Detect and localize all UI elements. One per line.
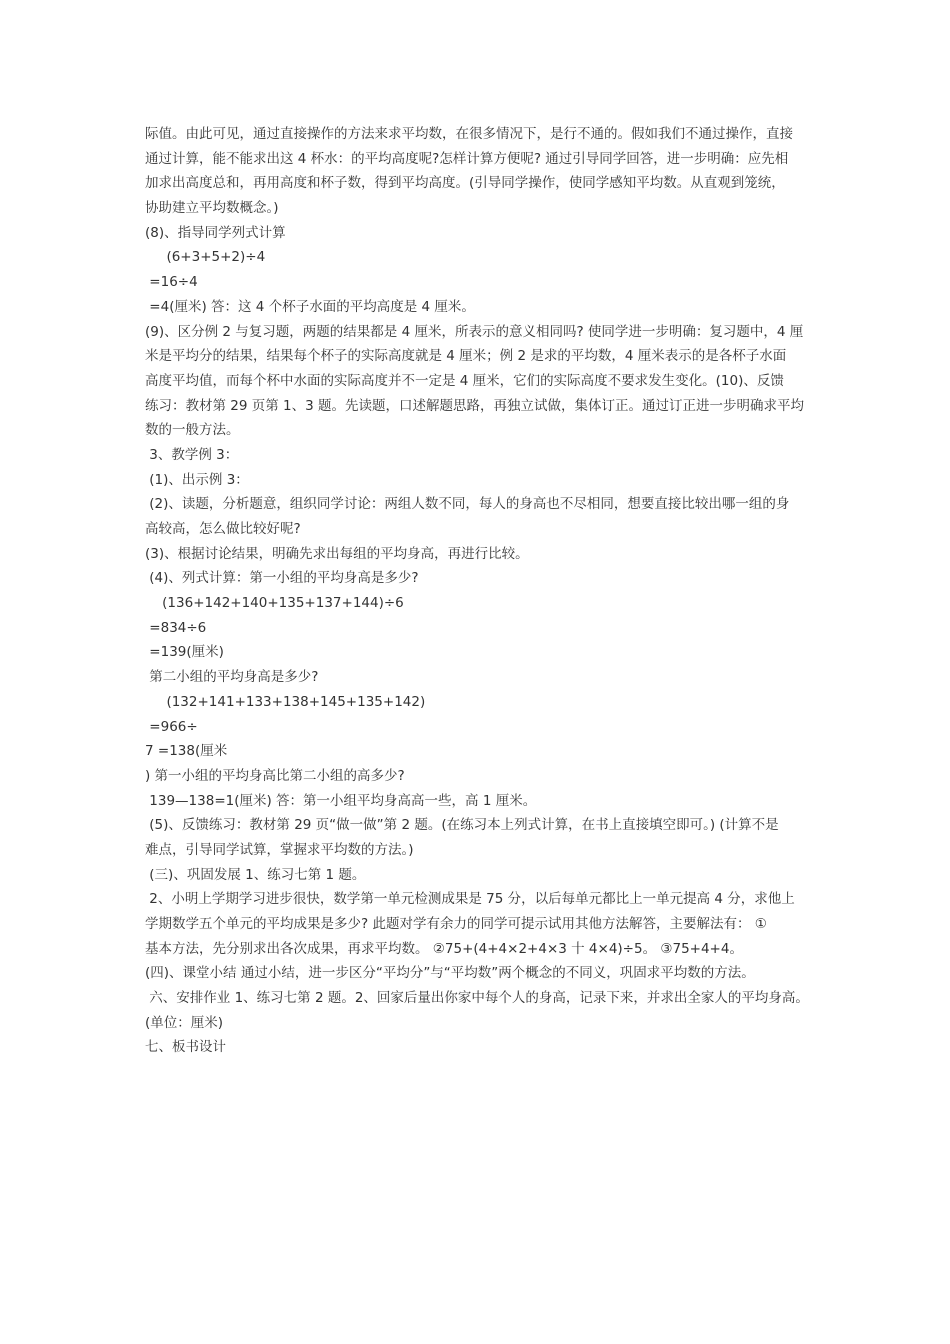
section-heading: 六、安排作业 1、练习七第 2 题。2、回家后量出你家中每个人的身高，记录下来，并求出全家人的平均身高。 xyxy=(145,990,809,1007)
section-heading: (8)、指导同学列式计算 xyxy=(145,224,286,241)
text-line: 米是平均分的结果，结果每个杯子的实际高度就是 4 厘米；例 2 是求的平均数，4 厘米表示的是各杯子水面 xyxy=(145,348,787,365)
answer-line: =4(厘米) 答：这 4 个杯子水面的平均高度是 4 厘米。 xyxy=(145,298,475,315)
text-line: 加求出高度总和，再用高度和杯子数，得到平均高度。(引导同学操作，使同学感知平均数。从直观到笼统， xyxy=(145,175,785,192)
section-heading: 七、板书设计 xyxy=(145,1039,226,1056)
formula-line: (136+142+140+135+137+144)÷6 xyxy=(145,595,404,612)
formula-line: =16÷4 xyxy=(145,274,198,291)
document-body xyxy=(145,122,825,1060)
section-heading: 3、教学例 3： xyxy=(145,446,239,463)
text-line: 数的一般方法。 xyxy=(145,422,240,439)
text-line: 第二小组的平均身高是多少? xyxy=(145,669,319,686)
text-line: 练习：教材第 29 页第 1、3 题。先读题，口述解题思路，再独立试做，集体订正。通过订正进一步明确求平均 xyxy=(145,397,805,414)
section-heading: (三)、巩固发展 1、练习七第 1 题。 xyxy=(145,866,366,883)
text-line: 2、小明上学期学习进步很快，数学第一单元检测成果是 75 分，以后每单元都比上一单元提高 4 分，求他上 xyxy=(145,891,795,908)
answer-line: 139—138=1(厘米) 答：第一小组平均身高高一些，高 1 厘米。 xyxy=(145,792,537,809)
text-line: (单位：厘米) xyxy=(145,1014,224,1031)
text-line: 际值。由此可见，通过直接操作的方法来求平均数，在很多情况下，是行不通的。假如我们不通过操作，直接 xyxy=(145,126,793,142)
formula-line: (6+3+5+2)÷4 xyxy=(145,249,266,266)
text-line: (2)、读题，分析题意，组织同学讨论：两组人数不同，每人的身高也不尽相同，想要直接比较出哪一组的身 xyxy=(145,496,790,513)
text-line: (3)、根据讨论结果，明确先求出每组的平均身高，再进行比较。 xyxy=(145,545,529,562)
formula-line: 7 =138(厘米 xyxy=(145,743,228,760)
formula-line: =139(厘米) xyxy=(145,644,224,661)
text-line: (5)、反馈练习：教材第 29 页“做一做”第 2 题。(在练习本上列式计算，在书上直接填空即可。) (计算不是 xyxy=(145,817,779,834)
section-heading: (四)、课堂小结 通过小结，进一步区分“平均分”与“平均数”两个概念的不同义，巩固求平均数的方法。 xyxy=(145,965,755,982)
text-line: (1)、出示例 3： xyxy=(145,471,249,488)
formula-line: (132+141+133+138+145+135+142) xyxy=(145,693,426,710)
formula-line: =966÷ xyxy=(145,718,198,735)
text-line: 协助建立平均数概念。) xyxy=(145,200,279,217)
text-line: (4)、列式计算：第一小组的平均身高是多少? xyxy=(145,570,419,587)
text-line: 难点，引导同学试算，掌握求平均数的方法。) xyxy=(145,841,414,858)
text-line: ) 第一小组的平均身高比第二小组的高多少? xyxy=(145,767,405,784)
text-line: 通过计算，能不能求出这 4 杯水：的平均高度呢?怎样计算方便呢? 通过引导同学回答，进一步明确：应先相 xyxy=(145,150,789,167)
formula-line: =834÷6 xyxy=(145,619,207,636)
text-line: 高较高，怎么做比较好呢? xyxy=(145,521,301,537)
text-line: 高度平均值，而每个杯中水面的实际高度并不一定是 4 厘米，它们的实际高度不要求发生变化。(10)、反馈 xyxy=(145,372,784,389)
text-line: (9)、区分例 2 与复习题，两题的结果都是 4 厘米，所表示的意义相同吗? 使同学进一步明确：复习题中，4 厘 xyxy=(145,323,804,340)
text-line: 基本方法，先分别求出各次成果，再求平均数。 ②75+(4+4×2+4×3 十 4×4)÷5。 ③75+4+4。 xyxy=(145,940,743,957)
text-line: 学期数学五个单元的平均成果是多少? 此题对学有余力的同学可提示试用其他方法解答，主要解法有： ① xyxy=(145,916,767,932)
